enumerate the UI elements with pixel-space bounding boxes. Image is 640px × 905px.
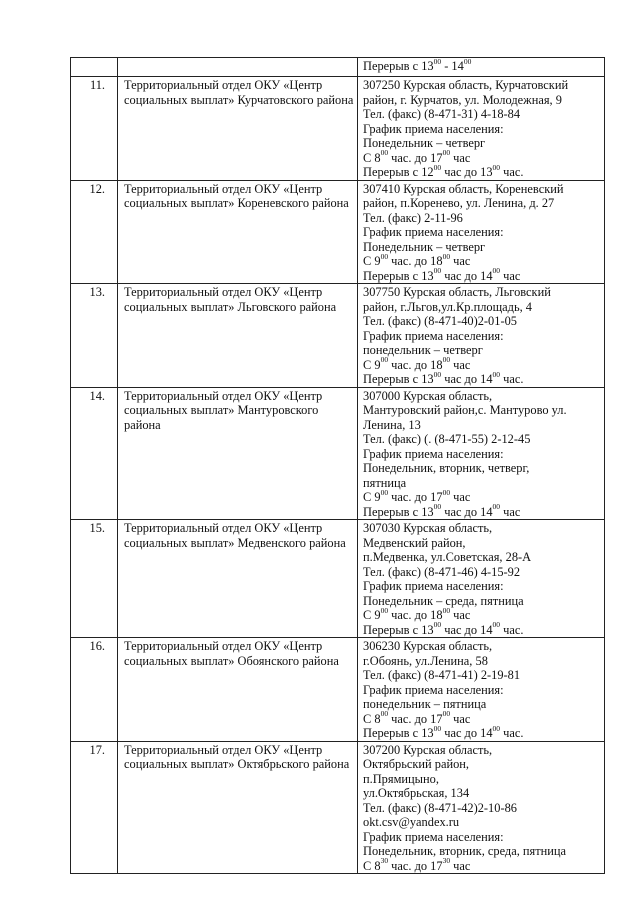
address-line <box>363 830 601 845</box>
line-text: Перерыв с 13 <box>363 726 434 740</box>
line-text: час <box>450 357 471 372</box>
line-text: г.Обоянь, ул.Ленина, 58 <box>363 653 488 668</box>
line-text: Тел. (факс) (8-471-40)2-01-05 <box>363 314 517 328</box>
address-line <box>363 536 601 551</box>
line-text: Перерыв с 13 <box>363 59 434 73</box>
line-text: час. до 17 <box>388 711 443 726</box>
time-minutes-superscript: 30 <box>380 856 389 866</box>
address-line <box>363 709 601 727</box>
line-text: час до 13 <box>441 165 493 179</box>
line-text: час. <box>500 622 524 637</box>
cont-name-cell <box>118 58 358 77</box>
line-text: С 9 <box>363 254 381 268</box>
address-line <box>363 487 601 505</box>
line-text: График приема населения: <box>363 829 504 844</box>
address-line <box>363 285 601 300</box>
line-text: 307200 Курская область, <box>363 742 493 757</box>
time-minutes-superscript: 00 <box>442 605 451 615</box>
offices-table <box>70 57 605 874</box>
line-text: Ленина, 13 <box>363 417 421 432</box>
line-text: час <box>450 150 471 165</box>
line-text: Понедельник – четверг <box>363 136 486 150</box>
time-minutes-superscript: 00 <box>442 148 451 158</box>
line-text: - 14 <box>441 59 464 73</box>
time-minutes-superscript: 00 <box>442 355 451 365</box>
address-line <box>363 723 601 741</box>
line-text: ул.Октябрьская, 134 <box>363 786 470 800</box>
time-minutes-superscript: 00 <box>380 487 389 497</box>
office-row <box>71 387 605 520</box>
time-minutes-superscript: 00 <box>492 266 501 276</box>
office-address-schedule <box>358 77 605 181</box>
line-text: Тел. (факс) (. (8-471-55) 2-12-45 <box>363 432 531 446</box>
office-row <box>71 180 605 284</box>
line-text: час <box>500 504 521 519</box>
address-line <box>363 148 601 166</box>
row-number: 17. <box>71 741 118 874</box>
time-minutes-superscript: 00 <box>433 369 442 379</box>
row-number: 16. <box>71 638 118 742</box>
address-line <box>363 743 601 758</box>
address-line <box>363 786 601 801</box>
time-minutes-superscript: 00 <box>463 57 472 66</box>
line-text: час. до 18 <box>388 254 443 268</box>
address-line <box>363 251 601 269</box>
line-text: График приема населения: <box>363 328 504 343</box>
address-line <box>363 107 601 122</box>
address-line <box>363 59 601 74</box>
line-text: Медвенский район, <box>363 535 466 550</box>
line-text: Тел. (факс) (8-471-41) 2-19-81 <box>363 668 521 682</box>
line-text: Понедельник, вторник, четверг, <box>363 461 530 475</box>
address-line <box>363 605 601 623</box>
line-text: График приема населения: <box>363 121 504 136</box>
office-name: Территориальный отдел ОКУ «Центр социальных выплат» Кореневского района <box>118 180 358 284</box>
office-address-schedule <box>358 520 605 638</box>
office-name: Территориальный отдел ОКУ «Центр социальных выплат» Обоянского района <box>118 638 358 742</box>
line-text: График приема населения: <box>363 225 504 239</box>
line-text: час <box>450 608 471 622</box>
time-minutes-superscript: 00 <box>433 162 442 172</box>
address-line <box>363 521 601 536</box>
address-line <box>363 668 601 683</box>
office-name: Территориальный отдел ОКУ «Центр социальных выплат» Октябрьского района <box>118 741 358 874</box>
address-line <box>363 432 601 447</box>
line-text: пятница <box>363 475 407 490</box>
time-minutes-superscript: 00 <box>380 148 389 158</box>
line-text: okt.csv@yandex.ru <box>363 815 460 829</box>
line-text: Понедельник, вторник, среда, пятница <box>363 844 567 858</box>
address-line <box>363 447 601 462</box>
time-minutes-superscript: 00 <box>380 709 389 719</box>
line-text: Перерыв с 13 <box>363 622 434 637</box>
line-text: 307750 Курская область, Льговский <box>363 285 551 299</box>
office-address-schedule <box>358 741 605 874</box>
address-line <box>363 122 601 137</box>
line-text: Перерыв с 13 <box>363 268 434 283</box>
line-text: час. до 17 <box>388 858 443 873</box>
address-line <box>363 403 601 418</box>
office-name: Территориальный отдел ОКУ «Центр социальных выплат» Льговского района <box>118 284 358 388</box>
address-line <box>363 211 601 226</box>
line-text: С 8 <box>363 858 381 873</box>
line-text: час. до 18 <box>388 608 443 622</box>
time-minutes-superscript: 00 <box>380 355 389 365</box>
time-minutes-superscript: 00 <box>433 57 442 66</box>
line-text: Понедельник – четверг <box>363 239 486 254</box>
line-text: час. до 17 <box>388 490 443 504</box>
address-line <box>363 815 601 830</box>
line-text: 307250 Курская область, Курчатовский <box>363 78 569 92</box>
line-text: Тел. (факс) 2-11-96 <box>363 210 463 225</box>
office-address-schedule <box>358 638 605 742</box>
address-line <box>363 300 601 315</box>
office-address-schedule <box>358 387 605 520</box>
row-number: 11. <box>71 77 118 181</box>
line-text: час до 14 <box>441 504 493 519</box>
line-text: час. <box>500 165 524 179</box>
time-minutes-superscript: 00 <box>433 620 442 630</box>
line-text: район, г.Льгов,ул.Кр.площадь, 4 <box>363 299 532 314</box>
time-minutes-superscript: 00 <box>433 502 442 512</box>
line-text: час до 14 <box>441 726 493 740</box>
time-minutes-superscript: 00 <box>492 620 501 630</box>
line-text: час <box>500 268 521 283</box>
line-text: час. <box>500 726 524 740</box>
address-line <box>363 654 601 669</box>
line-text: понедельник – пятница <box>363 697 487 711</box>
time-minutes-superscript: 00 <box>492 723 501 733</box>
address-line <box>363 683 601 698</box>
cont-num-cell <box>71 58 118 77</box>
address-line <box>363 697 601 712</box>
address-line <box>363 266 601 284</box>
time-minutes-superscript: 00 <box>380 251 389 261</box>
address-line <box>363 418 601 433</box>
time-minutes-superscript: 30 <box>442 856 451 866</box>
address-line <box>363 78 601 93</box>
line-text: 307000 Курская область, <box>363 388 493 403</box>
line-text: час <box>450 490 471 504</box>
line-text: понедельник – четверг <box>363 343 483 357</box>
line-text: График приема населения: <box>363 682 504 697</box>
line-text: район, п.Коренево, ул. Ленина, д. 27 <box>363 196 555 210</box>
line-text: час. до 17 <box>388 150 443 165</box>
line-text: Перерыв с 13 <box>363 504 434 519</box>
line-text: С 9 <box>363 490 381 504</box>
time-minutes-superscript: 00 <box>492 369 501 379</box>
address-line <box>363 579 601 594</box>
address-line <box>363 639 601 654</box>
line-text: 307410 Курская область, Кореневский <box>363 181 564 196</box>
address-line <box>363 136 601 151</box>
office-row <box>71 638 605 742</box>
line-text: час. <box>500 372 524 386</box>
line-text: Мантуровский район,с. Мантурово ул. <box>363 403 567 417</box>
continuation-row <box>71 58 605 77</box>
address-line <box>363 162 601 180</box>
offices-table-body <box>71 58 605 874</box>
address-line <box>363 343 601 358</box>
address-line <box>363 620 601 638</box>
line-text: График приема населения: <box>363 579 504 593</box>
line-text: район, г. Курчатов, ул. Молодежная, 9 <box>363 92 562 107</box>
line-text: п.Прямицыно, <box>363 771 439 786</box>
line-text: Понедельник – среда, пятница <box>363 593 524 608</box>
time-minutes-superscript: 00 <box>492 502 501 512</box>
line-text: час. до 18 <box>388 357 443 372</box>
address-line <box>363 389 601 404</box>
office-row <box>71 77 605 181</box>
time-minutes-superscript: 00 <box>433 266 442 276</box>
line-text: 306230 Курская область, <box>363 639 493 653</box>
line-text: час <box>450 858 471 873</box>
time-minutes-superscript: 00 <box>442 251 451 261</box>
office-row <box>71 741 605 874</box>
office-name: Территориальный отдел ОКУ «Центр социальных выплат» Мантуровского района <box>118 387 358 520</box>
time-minutes-superscript: 00 <box>492 162 501 172</box>
address-line <box>363 182 601 197</box>
address-line <box>363 856 601 874</box>
address-line <box>363 757 601 772</box>
time-minutes-superscript: 00 <box>442 709 451 719</box>
time-minutes-superscript: 00 <box>442 487 451 497</box>
line-text: п.Медвенка, ул.Советская, 28-А <box>363 550 532 564</box>
address-line <box>363 196 601 211</box>
line-text: Перерыв с 13 <box>363 372 434 386</box>
line-text: час до 14 <box>441 622 493 637</box>
time-minutes-superscript: 00 <box>380 605 389 615</box>
line-text: Октябрьский район, <box>363 757 470 771</box>
address-line <box>363 502 601 520</box>
line-text: График приема населения: <box>363 446 504 461</box>
office-address-schedule <box>358 180 605 284</box>
address-line <box>363 355 601 373</box>
address-line <box>363 461 601 476</box>
line-text: 307030 Курская область, <box>363 521 493 535</box>
line-text: Тел. (факс) (8-471-46) 4-15-92 <box>363 564 521 579</box>
address-line <box>363 314 601 329</box>
cont-address-cell <box>358 58 605 77</box>
line-text: С 9 <box>363 608 381 622</box>
line-text: час <box>450 254 471 268</box>
address-line <box>363 93 601 108</box>
office-address-schedule <box>358 284 605 388</box>
row-number: 13. <box>71 284 118 388</box>
address-line <box>363 225 601 240</box>
office-row <box>71 284 605 388</box>
line-text: час до 14 <box>441 372 493 386</box>
line-text: час <box>450 711 471 726</box>
address-line <box>363 550 601 565</box>
row-number: 15. <box>71 520 118 638</box>
line-text: час до 14 <box>441 268 493 283</box>
address-line <box>363 801 601 816</box>
line-text: С 8 <box>363 150 381 165</box>
line-text: С 9 <box>363 357 381 372</box>
address-line <box>363 844 601 859</box>
office-name: Территориальный отдел ОКУ «Центр социальных выплат» Курчатовского района <box>118 77 358 181</box>
line-text: С 8 <box>363 711 381 726</box>
row-number: 14. <box>71 387 118 520</box>
address-line <box>363 369 601 387</box>
office-row <box>71 520 605 638</box>
address-line <box>363 329 601 344</box>
address-line <box>363 476 601 491</box>
office-name: Территориальный отдел ОКУ «Центр социальных выплат» Медвенского района <box>118 520 358 638</box>
time-minutes-superscript: 00 <box>433 723 442 733</box>
line-text: Перерыв с 12 <box>363 165 434 179</box>
address-line <box>363 240 601 255</box>
address-line <box>363 565 601 580</box>
address-line <box>363 772 601 787</box>
line-text: Тел. (факс) (8-471-31) 4-18-84 <box>363 107 521 121</box>
address-line <box>363 594 601 609</box>
row-number: 12. <box>71 180 118 284</box>
line-text: Тел. (факс) (8-471-42)2-10-86 <box>363 800 517 815</box>
